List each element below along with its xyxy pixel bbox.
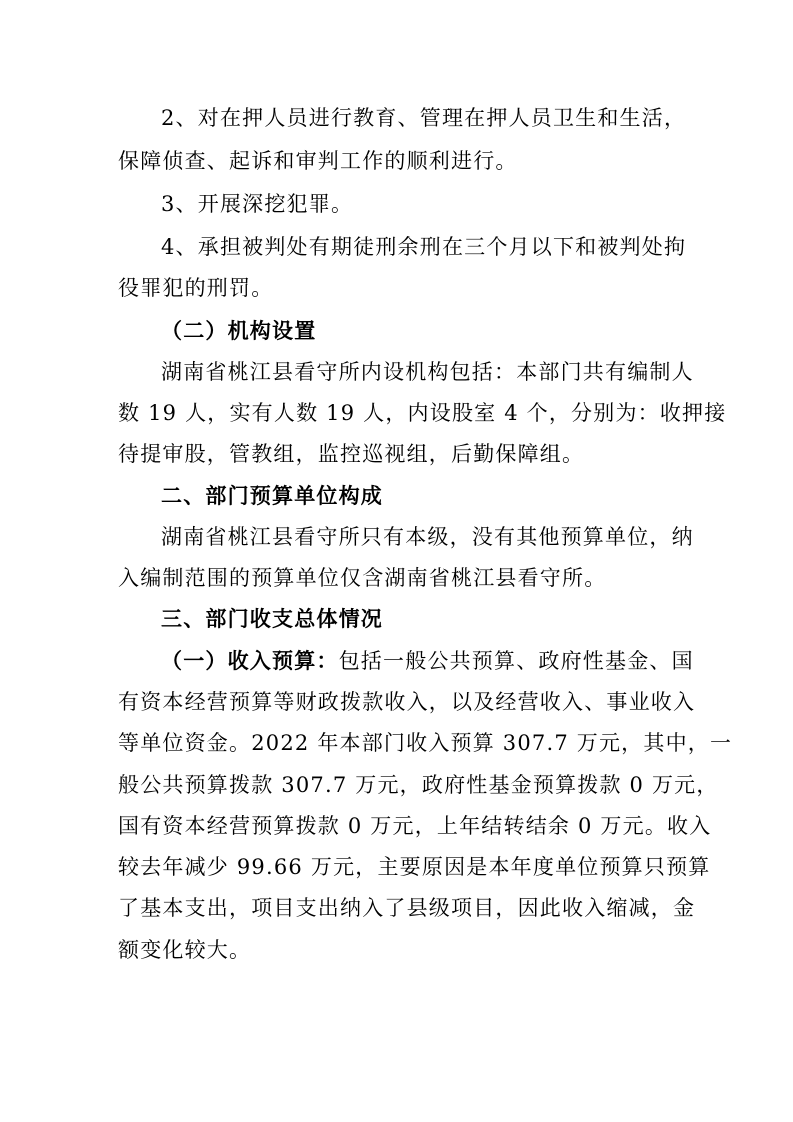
p3-line-1: 4、承担被判处有期徒刑余刑在三个月以下和被判处拘 xyxy=(161,235,687,259)
p1-line-2: 保障侦查、起诉和审判工作的顺利进行。 xyxy=(118,149,518,173)
p1-line-1: 2、对在押人员进行教育、管理在押人员卫生和生活， xyxy=(161,106,687,130)
section-heading-org: （二）机构设置 xyxy=(161,318,317,343)
p6-lead: （一）收入预算： xyxy=(161,648,339,673)
section-heading-units: 二、部门预算单位构成 xyxy=(161,483,383,508)
p6-line-5: 国有资本经营预算拨款 0 万元，上年结转结余 0 万元。收入 xyxy=(118,814,712,838)
p6-line-1 xyxy=(161,646,694,676)
p4-line-2: 数 19 人，实有人数 19 人，内设股室 4 个，分别为：收押接 xyxy=(118,401,727,425)
p6-line-2: 有资本经营预算等财政拨款收入，以及经营收入、事业收入 xyxy=(118,690,696,714)
p6-line-7: 了基本支出，项目支出纳入了县级项目，因此收入缩减，金 xyxy=(118,896,696,920)
p6-line-3: 等单位资金。2022 年本部门收入预算 307.7 万元，其中，一 xyxy=(118,731,733,755)
p6-line-4: 般公共预算拨款 307.7 万元，政府性基金预算拨款 0 万元， xyxy=(118,773,719,797)
p6-line-1-rest: 包括一般公共预算、政府性基金、国 xyxy=(338,649,694,673)
p4-line-1: 湖南省桃江县看守所内设机构包括：本部门共有编制人 xyxy=(161,360,694,384)
p6-line-6: 较去年减少 99.66 万元，主要原因是本年度单位预算只预算 xyxy=(118,855,711,879)
p6-line-8: 额变化较大。 xyxy=(118,938,252,962)
p2-line-1: 3、开展深挖犯罪。 xyxy=(161,192,354,216)
p4-line-3: 待提审股，管教组，监控巡视组，后勤保障组。 xyxy=(118,442,585,466)
p5-line-1: 湖南省桃江县看守所只有本级，没有其他预算单位，纳 xyxy=(161,525,694,549)
p3-line-2: 役罪犯的刑罚。 xyxy=(118,276,274,300)
section-heading-budget: 三、部门收支总体情况 xyxy=(161,606,383,631)
p5-line-2: 入编制范围的预算单位仅含湖南省桃江县看守所。 xyxy=(118,566,607,590)
